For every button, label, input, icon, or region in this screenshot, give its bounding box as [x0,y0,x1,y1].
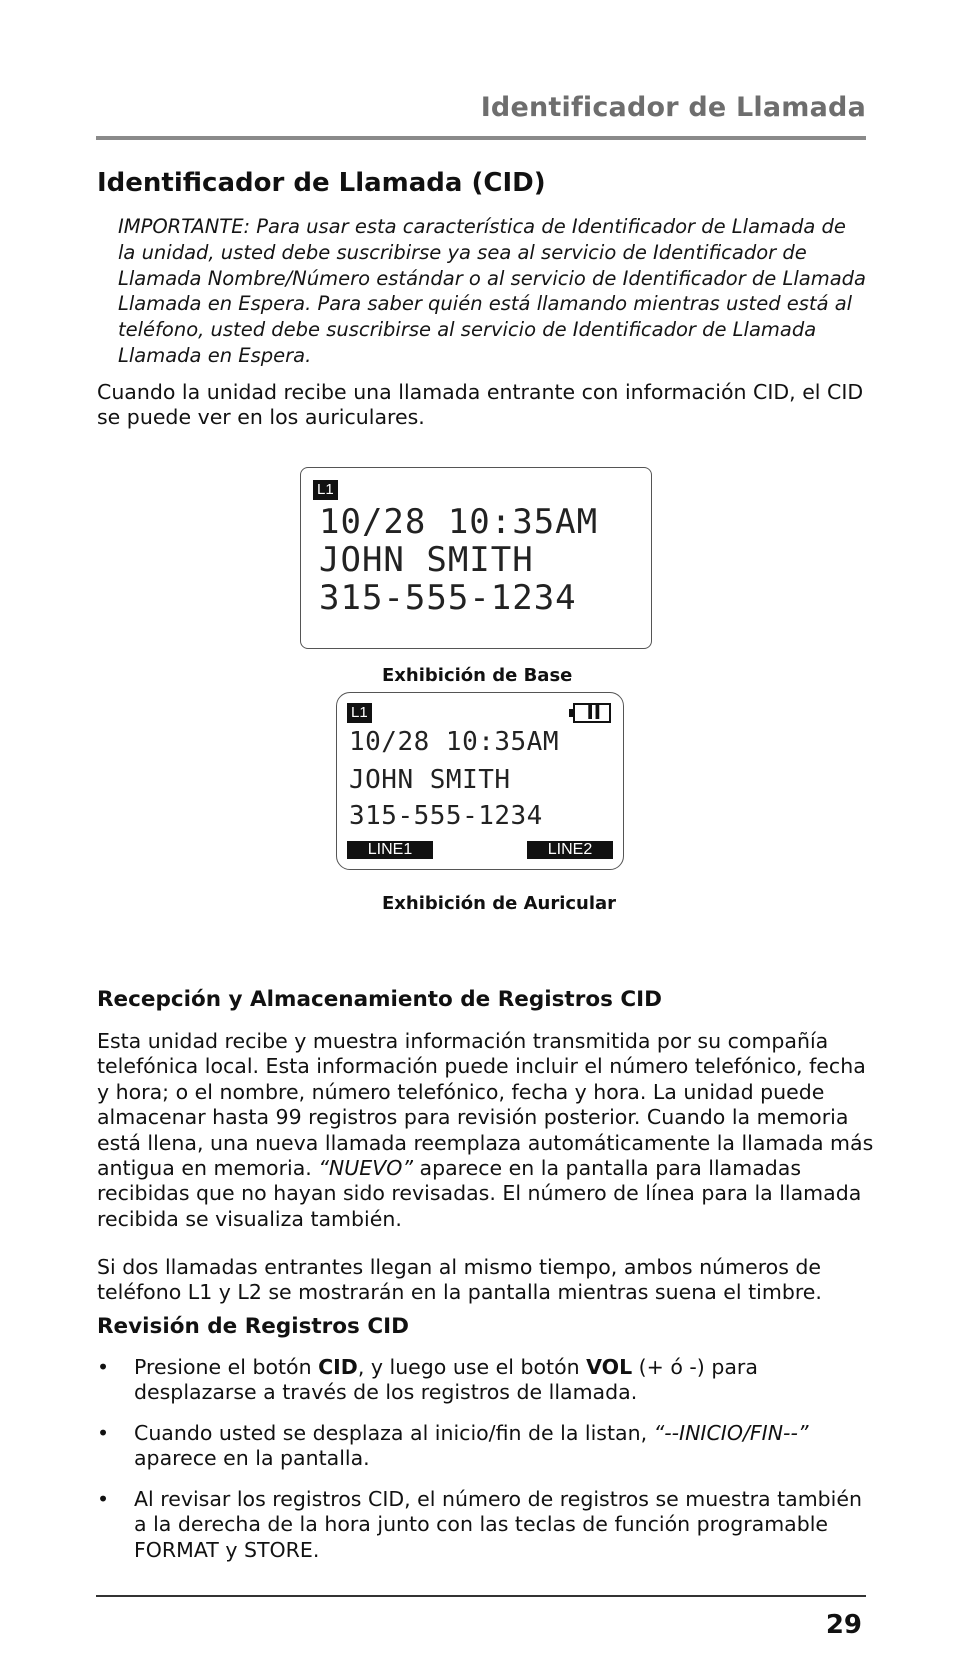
bullet-text-part: aparece en la pantalla. [134,1446,370,1471]
bullet-text [134,1355,877,1406]
bullet-icon: • [97,1355,110,1379]
bullet-text-part: Presione el botón [134,1355,319,1379]
bullet-text: Al revisar los registros CID, el número de registros se muestra también a la derecha de la hora junto con las teclas de función programable FORMAT y STORE. [134,1487,862,1562]
bullet-text-part: Cuando usted se desplaza al inicio/fin de la listan, [134,1421,654,1445]
reception-text-a: Esta unidad recibe y muestra información transmitida por su compañía telefónica local. Esta información puede incluir el número telefónico, fecha y hora; o el nombre, número telefónico, fecha y hora. La unidad puede almacenar hasta 99 registros para revisión posterior. Cuando la memoria está llena, una nueva llamada reemplaza automáticamente la llamada más antigua en memoria. [97,1029,874,1181]
lcd-caller-name: JOHN SMITH [319,540,534,580]
bullet-item [97,1355,877,1407]
nuevo-label: “NUEVO” [318,1156,414,1181]
handset-display-caption: Exhibición de Auricular [382,893,617,914]
line-badge: L1 [347,703,372,723]
header-divider [96,136,866,140]
bullet-text-part: (+ ó -) para desplazarse a través de los registros de llamada. [134,1355,758,1405]
review-heading: Revisión de Registros CID [97,1314,409,1339]
softkey-line2: LINE2 [527,841,613,859]
lcd-datetime: 10/28 10:35AM [319,502,599,542]
lcd-caller-number: 315-555-1234 [319,578,577,618]
cid-button-label: CID [318,1355,358,1379]
base-display-illustration [300,467,652,649]
simultaneous-calls-paragraph: Si dos llamadas entrantes llegan al mismo tiempo, ambos números de teléfono L1 y L2 se mostrarán en la pantalla mientras suena el timbre. [97,1255,822,1305]
reception-paragraph [97,1029,877,1232]
important-note: IMPORTANTE: Para usar esta característica de Identificador de Llamada de la unidad, usted debe suscribirse ya sea al servicio de Identificador de Llamada Nombre/Número estándar o al servicio de Identificador de Llamada Llamada en Espera. Para saber quién está llamando mientras usted está al teléfono, usted debe suscribirse al servicio de Identificador de Llamada Llamada en Espera. [118,215,866,367]
battery-icon: ▐▐ [573,703,611,723]
bullet-item [97,1487,877,1565]
vol-button-label: VOL [586,1355,633,1379]
lcd-caller-number: 315-555-1234 [349,801,543,831]
bullet-icon: • [97,1487,110,1511]
intro-paragraph: Cuando la unidad recibe una llamada entrante con información CID, el CID se puede ver en los auriculares. [97,380,864,430]
bullet-icon: • [97,1421,110,1445]
lcd-caller-name: JOHN SMITH [349,765,511,795]
line-badge: L1 [313,480,338,500]
reception-text-b: aparece en la pantalla para llamadas recibidas que no hayan sido revisadas. El número de línea para la llamada recibida se visualiza también. [97,1156,862,1231]
softkey-line1: LINE1 [347,841,433,859]
bullet-text [134,1421,877,1472]
footer-divider [96,1595,866,1597]
section-title: Identificador de Llamada (CID) [97,168,546,198]
base-display-caption: Exhibición de Base [382,665,573,686]
handset-display-illustration [336,692,624,870]
running-header: Identificador de Llamada [480,92,866,123]
bullet-item [97,1421,877,1473]
lcd-datetime: 10/28 10:35AM [349,727,559,757]
reception-heading: Recepción y Almacenamiento de Registros CID [97,987,662,1012]
inicio-fin-label: “--INICIO/FIN--” [653,1421,809,1445]
page-number: 29 [825,1610,862,1640]
bullet-text-part: , y luego use el botón [357,1355,587,1379]
